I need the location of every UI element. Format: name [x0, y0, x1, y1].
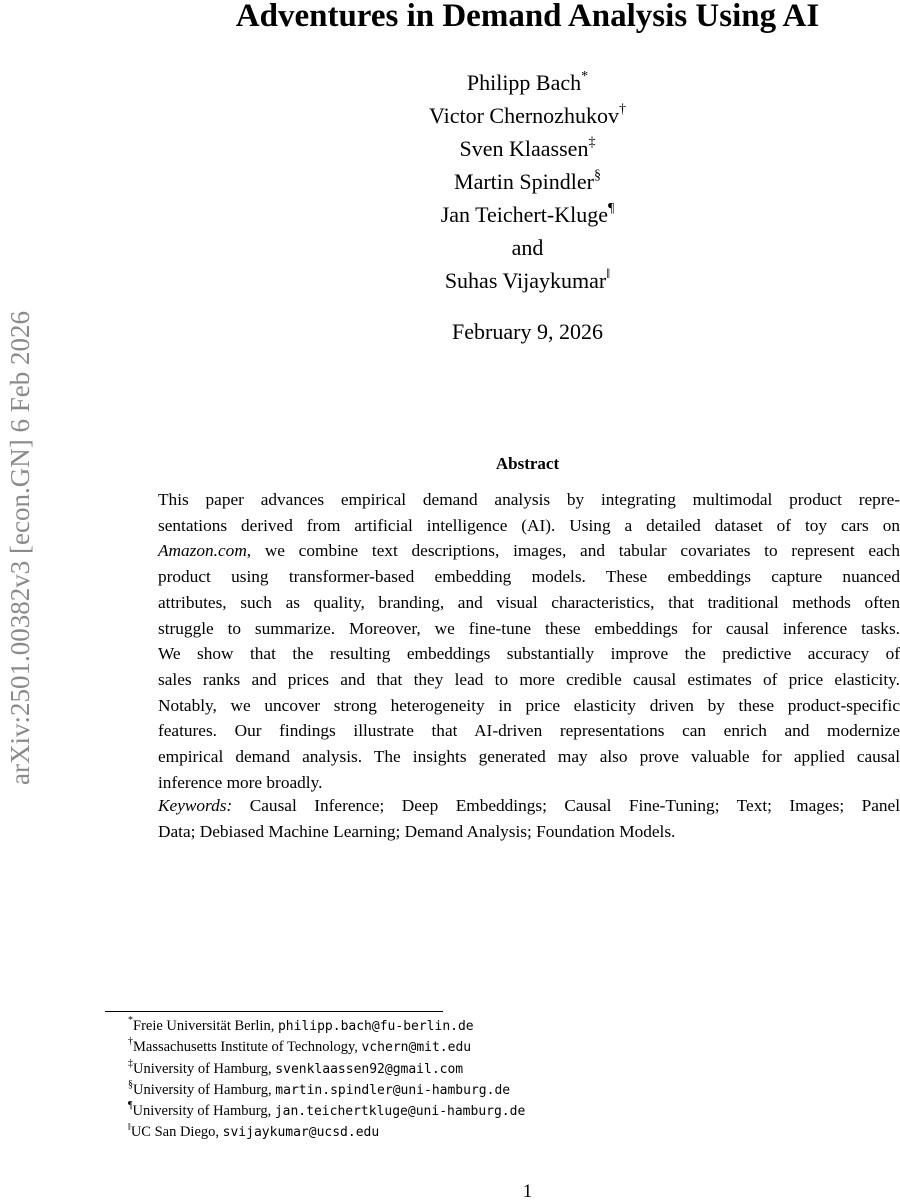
author — [0, 99, 900, 132]
abstract-line: sales ranks and prices and that they lead to more credible causal estimates of price elasticity. — [158, 669, 900, 689]
abstract-line: We show that the resulting embeddings substantially improve the predictive accuracy of — [158, 644, 900, 664]
footnote — [128, 1122, 828, 1143]
footnote — [128, 1016, 828, 1037]
footnote-mark: * — [128, 1015, 133, 1027]
keywords — [158, 793, 900, 844]
footnote-divider — [105, 1011, 443, 1012]
footnote-mark: § — [128, 1079, 133, 1091]
author-name: Philipp Bach — [466, 70, 582, 95]
footnote-mark: ‡ — [588, 134, 596, 150]
abstract-line: This paper advances empirical demand analysis by integrating multimodal product repre- — [158, 490, 900, 509]
footnote-mark: ¶ — [128, 1100, 133, 1112]
footnote-affiliation: UC San Diego, — [130, 1124, 223, 1141]
abstract-line: empirical demand analysis. The insights generated may also prove valuable for applied causal — [158, 747, 900, 767]
footnote-mark: ‖ — [128, 1121, 131, 1133]
footnote-email[interactable]: philipp.bach@fu-berlin.de — [277, 1019, 474, 1034]
abstract-line: sentations derived from artificial intelligence (AI). Using a detailed dataset of toy cars on — [158, 515, 900, 535]
footnote — [128, 1080, 828, 1101]
footnote-mark: † — [618, 101, 626, 117]
publication-date: February 9, 2026 — [452, 319, 603, 344]
abstract-heading: Abstract — [495, 454, 560, 473]
footnote — [128, 1059, 828, 1080]
footnote-email[interactable]: svenklaassen92@gmail.com — [275, 1061, 464, 1077]
footnote-affiliation: University of Hamburg, — [133, 1081, 276, 1098]
abstract-line: inference more broadly. — [158, 772, 323, 792]
author — [0, 132, 900, 165]
paper-title: Adventures in Demand Analysis Using AI — [235, 0, 820, 34]
author-name: Jan Teichert-Kluge — [440, 202, 608, 227]
footnote-mark: ‡ — [128, 1057, 133, 1069]
footnote-mark: * — [581, 68, 589, 84]
author — [0, 66, 900, 99]
footnote-affiliation: Massachusetts Institute of Technology, — [133, 1039, 362, 1056]
footnotes — [128, 1016, 828, 1144]
footnote — [128, 1037, 828, 1058]
footnote — [128, 1101, 828, 1122]
author-name: Martin Spindler — [454, 169, 594, 194]
author — [0, 198, 900, 231]
footnote-email[interactable]: svijaykumar@ucsd.edu — [222, 1125, 380, 1141]
footnote-affiliation: University of Hamburg, — [133, 1060, 276, 1077]
author-name: Sven Klaassen — [459, 136, 589, 161]
keywords-label: Keywords: — [158, 796, 233, 815]
abstract-line: struggle to summarize. Moreover, we fine-tune these embeddings for causal inference tasks. — [158, 618, 900, 638]
footnote-mark: § — [593, 167, 601, 183]
author-conjunction: and — [511, 235, 544, 260]
author — [0, 264, 900, 297]
footnote-email[interactable]: martin.spindler@uni-hamburg.de — [275, 1082, 511, 1098]
abstract-line: product using transformer-based embedding models. These embeddings capture nuanced — [158, 567, 900, 587]
footnote-mark: ‖ — [606, 266, 611, 282]
footnote-affiliation: Freie Universität Berlin, — [133, 1018, 278, 1034]
abstract-line: attributes, such as quality, branding, and visual characteristics, that traditional methods often — [158, 592, 900, 612]
abstract-line: Amazon.com, we combine text descriptions, images, and tabular covariates to represent each — [158, 541, 900, 561]
abstract-emphasis: Amazon.com — [158, 541, 247, 561]
arxiv-identifier[interactable]: arXiv:2501.00382v3 [econ.GN] 6 Feb 2026 — [5, 311, 35, 785]
footnote-email[interactable]: vchern@mit.edu — [361, 1040, 472, 1056]
abstract-line: Notably, we uncover strong heterogeneity in price elasticity driven by these product-specific — [158, 695, 900, 715]
author-name: Victor Chernozhukov — [429, 103, 619, 128]
author-name: Suhas Vijaykumar — [444, 268, 607, 293]
page-number: 1 — [522, 1181, 533, 1202]
footnote-email[interactable]: jan.teichertkluge@uni-hamburg.de — [274, 1104, 526, 1120]
keywords-line — [158, 793, 900, 819]
keywords-text: Causal Inference; Deep Embeddings; Causal Fine-Tuning; Text; Images; Panel — [232, 796, 900, 815]
abstract-line: features. Our findings illustrate that AI-driven representations can enrich and modernize — [158, 721, 900, 741]
footnote-mark: ¶ — [607, 200, 615, 216]
author-list — [0, 66, 900, 297]
author — [0, 165, 900, 198]
footnote-mark: † — [128, 1036, 133, 1048]
keywords-line: Data; Debiased Machine Learning; Demand Analysis; Foundation Models. — [158, 821, 676, 841]
footnote-affiliation: University of Hamburg, — [132, 1103, 275, 1120]
abstract-text — [158, 487, 900, 795]
